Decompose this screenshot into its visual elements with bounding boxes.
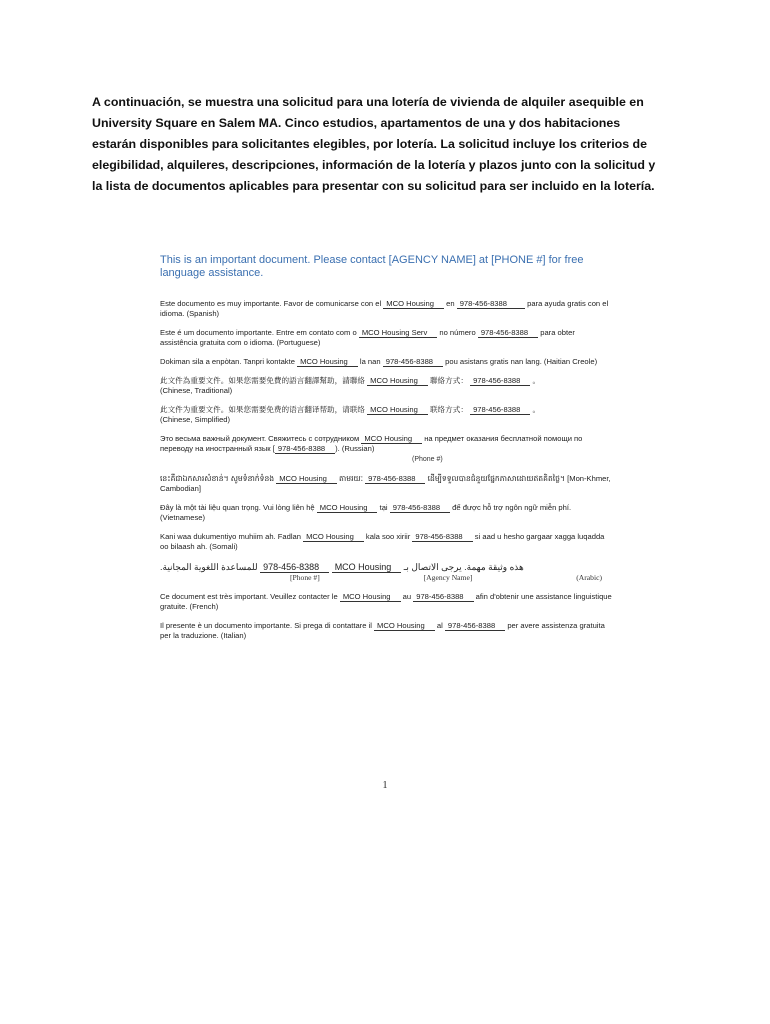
agency-caption: [Agency Name] [423,573,473,582]
entry-spanish: Este documento es muy importante. Favor de comunicarse con el MCO Housing en 978-456-8388 para ayuda gratis con el idioma. (Spanish) [160,299,609,318]
phone-field: 978-456-8388 [478,328,538,338]
agency-field: MCO Housing [303,532,364,542]
phone-field: 978-456-8388 [470,405,530,415]
phone-field: 978-456-8388 [412,532,472,542]
agency-field: MCO Housing [276,474,337,484]
phone-field: 978-456-8388 [365,474,425,484]
agency-field: MCO Housing [367,405,428,415]
entry-khmer: នេះគឺជាឯកសារសំខាន់។ សូមទំនាក់ទំនង MCO Housing តាមរយៈ 978-456-8388 ដើម្បីទទួលបានជំនួយផ្នែកភាសាដោយឥតគិតថ្លៃ។ [Mon-Khmer, Cambodian] [160,474,611,493]
entry-haitian-creole: Dokiman sila a enpòtan. Tanpri kontakte MCO Housing la nan 978-456-8388 pou asistans gratis nan lang. (Haitian Creole) [160,357,598,366]
phone-field: 978-456-8388 [275,444,335,454]
agency-field: MCO Housing [332,563,402,573]
entry-chinese-simplified: 此文件为重要文件。如果您需要免费的语言翻译帮助，请联络 MCO Housing 联络方式： 978-456-8388 。 (Chinese, Simplified) [160,405,541,424]
entry-russian: Это весьма важный документ. Свяжитесь с сотрудником MCO Housing на предмет оказания бесплатной помощи по переводу на иностранный язык [ 978-456-8388 ). (Russian) (Phone #) [160,434,583,463]
phone-field: 978-456-8388 [383,357,443,367]
phone-field: 978-456-8388 [260,563,329,573]
agency-field: MCO Housing Serv [359,328,437,338]
agency-field: MCO Housing [374,621,435,631]
entry-chinese-traditional: 此文件為重要文件。如果您需要免費的語言翻譯幫助，請聯絡 MCO Housing 聯絡方式： 978-456-8388 。 (Chinese, Traditional) [160,376,541,395]
phone-caption: [Phone #] [290,573,320,582]
entry-portuguese: Este é um documento importante. Entre em contato com o MCO Housing Serv no número 978-456-8388 para obter assistência gratuita com o idioma. (Portuguese) [160,328,575,347]
agency-field: MCO Housing [297,357,358,367]
phone-field: 978-456-8388 [457,299,525,309]
entry-french: Ce document est très important. Veuillez contacter le MCO Housing au 978-456-8388 afin d'obtenir une assistance linguistique gratuite. (French) [160,592,612,611]
intro-paragraph: A continuación, se muestra una solicitud para una lotería de vivienda de alquiler asequible en University Square en Salem MA. Cinco estudios, apartamentos de una y dos habitaciones estarán disponibles para solicitantes elegibles, por lotería. La solicitud incluye los criterios de elegibilidad, alquileres, descripciones, información de la lotería y plazos junto con la solicitud y la lista de documentos aplicables para presentar con su solicitud para ser incluido en la lotería. [92,95,656,193]
phone-field: 978-456-8388 [445,621,505,631]
phone-field: 978-456-8388 [413,592,473,602]
entry-arabic: هذه وثيقة مهمة. يرجى الاتصال بـ MCO Housing 978-456-8388 للمساعدة اللغوية المجانية. [Phone #] [Agency Name] (Arabic) [160,562,602,582]
notice-title: This is an important document. Please contact [AGENCY NAME] at [PHONE #] for free language assistance. [160,254,584,279]
phone-field: 978-456-8388 [470,376,530,386]
agency-field: MCO Housing [340,592,401,602]
language-assistance-notice [160,254,612,650]
entry-somali: Kani waa dukumentiyo muhiim ah. Fadlan MCO Housing kala soo xiriir 978-456-8388 si aad u hesho gargaar xagga luqadda oo bilaash ah. (Somali) [160,532,605,551]
agency-field: MCO Housing [367,376,428,386]
phone-field: 978-456-8388 [390,503,450,513]
entry-vietnamese: Đây là một tài liệu quan trọng. Vui lòng liên hệ MCO Housing tại 978-456-8388 để được hỗ trợ ngôn ngữ miễn phí. (Vietnamese) [160,503,572,522]
phone-caption: (Phone #) [412,456,443,463]
agency-field: MCO Housing [383,299,444,309]
entry-italian: Il presente è un documento importante. Si prega di contattare il MCO Housing al 978-456-8388 per avere assistenza gratuita per la traduzione. (Italian) [160,621,605,640]
agency-field: MCO Housing [317,503,378,513]
agency-field: MCO Housing [361,434,422,444]
page-number: 1 [382,780,388,791]
language-caption: (Arabic) [576,573,602,582]
